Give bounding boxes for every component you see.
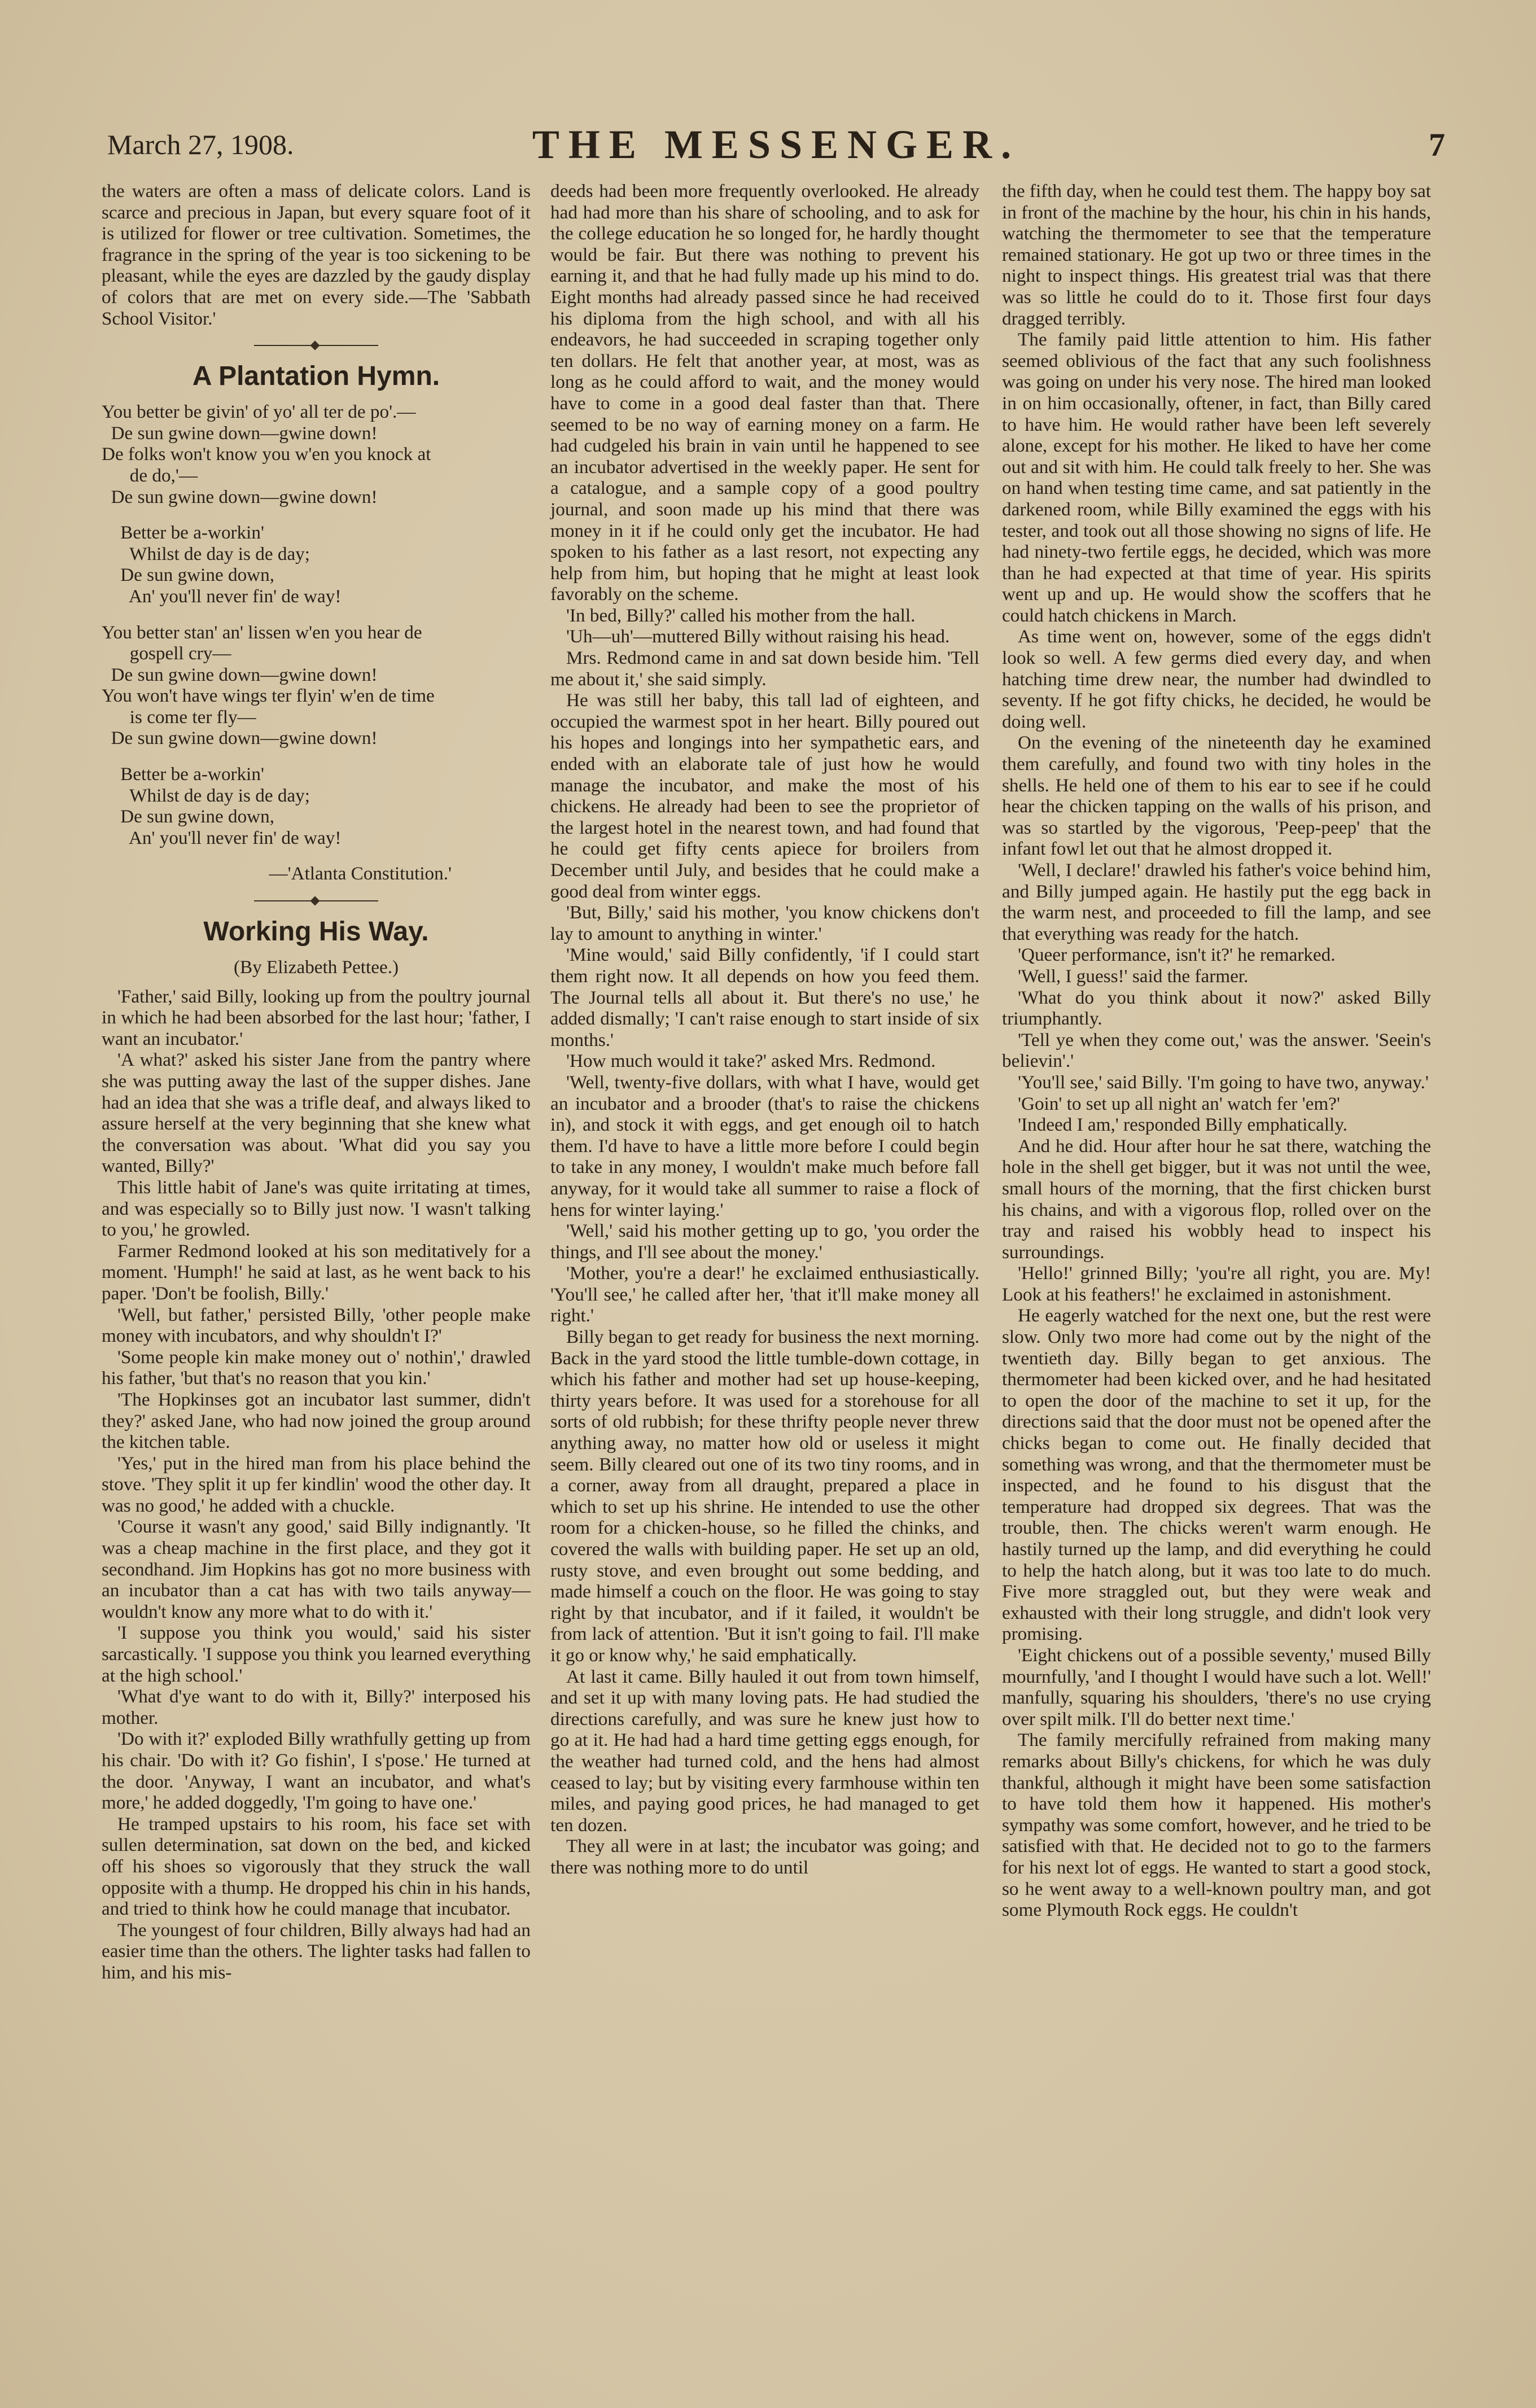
story-paragraph: 'What d'ye want to do with it, Billy?' interposed his mother. [102, 1686, 531, 1728]
story-paragraph: The youngest of four children, Billy always had had an easier time than the others. The lighter tasks had fallen to him, and his mis- [102, 1919, 531, 1983]
poem-line: You better stan' an' lissen w'en you hear de [102, 621, 422, 643]
story-paragraph: 'Queer performance, isn't it?' he remarked. [1018, 944, 1336, 966]
poem-line: De sun gwine down—gwine down! [102, 422, 378, 444]
poem-line: De sun gwine down, [102, 806, 275, 828]
story-paragraph: The family paid little attention to him. His father seemed oblivious of the fact that any such foolishness was going on under his very nose. The hired man looked in on him occasionally, oftener, in fact, than Billy cared to have him. He would rather have been left severely alone, except for his mother. He liked to have her come out and sit with him. He could talk freely to her. She was on hand when testing time came, and sat patiently in the darkened room, while Billy examined the eggs with his tester, and took out all those showing no signs of life. He had ninety-two fertile eggs, he decided, which was more than he had expected at that time of year. His spirits went up and up. He would show the scoffers that he could hatch chickens in March. [1002, 329, 1431, 626]
poem-line: You won't have wings ter flyin' w'en de time [102, 685, 435, 707]
story-paragraph: 'Mother, you're a dear!' he exclaimed enthusiastically. 'You'll see,' he called after her, 'that it'll make money all right.' [550, 1263, 979, 1326]
story-paragraph: He was still her baby, this tall lad of eighteen, and occupied the warmest spot in her heart. Billy poured out his hopes and longings into her sympathetic ears, and ended with an elaborate tale of just how he would manage the incubator, and make the most of his chickens. He already had been to see the proprietor of the largest hotel in the nearest town, and had found that he could get fifty cents apiece for broilers from December until July, and besides that he could make a good deal from winter eggs. [550, 690, 979, 902]
poem-line: An' you'll never fin' de way! [102, 827, 342, 848]
poem-line: De sun gwine down—gwine down! [102, 728, 378, 749]
story-paragraph: 'In bed, Billy?' called his mother from the hall. [566, 605, 916, 626]
section-divider [254, 342, 378, 349]
poem-line: De sun gwine down—gwine down! [102, 664, 378, 685]
poem-line: de do,'— [102, 465, 198, 486]
story-paragraph: 'Well,' said his mother getting up to go, 'you order the things, and I'll see about the money.' [550, 1220, 979, 1263]
story-paragraph: 'Indeed I am,' responded Billy emphatically. [1018, 1114, 1347, 1136]
masthead [107, 121, 1445, 172]
issue-date: March 27, 1908. [107, 129, 294, 160]
story-paragraph: 'Eight chickens out of a possible seventy,' mused Billy mournfully, 'and I thought I would have such a lot. Well!' manfully, squaring his shoulders, 'there's no use crying over spilt milk. I'll do better next time.' [1002, 1644, 1431, 1730]
poem-stanza [102, 401, 531, 507]
story-paragraph: 'Uh—uh'—muttered Billy without raising his head. [566, 626, 950, 647]
poem-line: gospell cry— [102, 643, 231, 664]
poem-stanza [102, 622, 531, 750]
story-paragraph: And he did. Hour after hour he sat there, watching the hole in the shell get bigger, but it was not until the wee, small hours of the morning, that the first chicken burst his chains, and with a vigorous flop, rolled over on the tray and raised his wobbly head to inspect his surroundings. [1002, 1135, 1431, 1263]
story-paragraph: On the evening of the nineteenth day he examined them carefully, and found two with tiny holes in the shells. He held one of them to his ear to see if he could hear the chicken tapping on the walls of his prison, and was so startled by the vigorous, 'Peep-peep' that the infant fowl let out that he almost dropped it. [1002, 732, 1431, 860]
story-paragraph: He tramped upstairs to his room, his face set with sullen determination, sat down on the bed, and kicked off his shoes so vigorously that they struck the wall opposite with a thump. He dropped his chin in his hands, and tried to think how he could manage that incubator. [102, 1813, 531, 1920]
poem-line: Whilst de day is de day; [102, 785, 310, 806]
story-paragraph: This little habit of Jane's was quite irritating at times, and was especially so to Billy just now. 'I wasn't talking to you,' he growled. [102, 1176, 531, 1241]
story-paragraph: 'Mine would,' said Billy confidently, 'if I could start them right now. It all depends on how you feed them. The Journal tells all about it. But there's no use,' he added dismally; 'I can't raise enough to start inside of six months.' [550, 944, 979, 1050]
story-paragraph: 'But, Billy,' said his mother, 'you know chickens don't lay to amount to anything in winter.' [550, 902, 979, 944]
story-paragraph: Mrs. Redmond came in and sat down beside him. 'Tell me about it,' she said simply. [550, 647, 979, 690]
poem-line: De folks won't know you w'en you knock at [102, 444, 431, 465]
story-paragraph: As time went on, however, some of the eggs didn't look so well. A few germs died every day, and when hatching time drew near, the number had dwindled to seventy. If he got fifty chicks, he decided, he would be doing well. [1002, 626, 1431, 732]
poem-line: You better be givin' of yo' all ter de po'.— [102, 401, 416, 423]
column-3 [1002, 181, 1431, 1921]
story-paragraph: 'Hello!' grinned Billy; 'you're all right, you are. My! Look at his feathers!' he exclaimed in astonishment. [1002, 1263, 1431, 1305]
story-paragraph: 'Well, twenty-five dollars, with what I have, would get an incubator and a brooder (that's to raise the chickens in), and stock it with eggs, and get enough oil to hatch them. I'd have to have a little more before I could begin to take in any money, I wouldn't make much before fall anyway, for it would take all summer to raise a flock of hens for winter laying.' [550, 1071, 979, 1220]
story-paragraph: 'Yes,' put in the hired man from his place behind the stove. 'They split it up fer kindlin' wood the other day. It was no good,' he added with a chuckle. [102, 1452, 531, 1516]
hymn-title: A Plantation Hymn. [192, 361, 440, 392]
story-body-part-1 [102, 986, 531, 1984]
story-paragraph: 'Some people kin make money out o' nothin',' drawled his father, 'but that's no reason that you kin.' [102, 1346, 531, 1389]
story-paragraph: 'Do with it?' exploded Billy wrathfully getting up from his chair. 'Do with it? Go fishin', I s'pose.' He turned at the door. 'Anyway, I want an incubator, and what's more,' he added doggedly, 'I'm going to have one.' [102, 1728, 531, 1814]
story-paragraph: 'Well, I guess!' said the farmer. [1018, 965, 1249, 987]
story-paragraph: 'Well, I declare!' drawled his father's voice behind him, and Billy jumped again. He hastily put the egg back in the warm nest, and proceeded to fill the lamp, and see that everything was ready for the hatch. [1002, 860, 1431, 944]
story-paragraph: 'I suppose you think you would,' said his sister sarcastically. 'I suppose you think you learned everything at the high school.' [102, 1622, 531, 1686]
story-paragraph: 'A what?' asked his sister Jane from the pantry where she was putting away the last of the supper dishes. Jane had an idea that she was a trifle deaf, and always liked to assure herself at the very beginning that she knew what the conversation was about. 'What did you say you wanted, Billy?' [102, 1049, 531, 1177]
story-paragraph: 'Father,' said Billy, looking up from the poultry journal in which he had been absorbed for the last hour; 'father, I want an incubator.' [102, 986, 531, 1049]
story-paragraph: 'The Hopkinses got an incubator last summer, didn't they?' asked Jane, who had now joined the group around the kitchen table. [102, 1389, 531, 1453]
story-paragraph: 'Course it wasn't any good,' said Billy indignantly. 'It was a cheap machine in the first place, and they got it secondhand. Jim Hopkins has got no more business with an incubator than a cat has with two tails anyway—wouldn't know any more what to do with it.' [102, 1516, 531, 1622]
poem-line: Better be a-workin' [102, 522, 264, 544]
story-paragraph: They all were in at last; the incubator was going; and there was nothing more to do until [550, 1836, 979, 1878]
page-number: 7 [1429, 126, 1445, 163]
story-paragraph: Farmer Redmond looked at his son meditatively for a moment. 'Humph!' he said at last, as he went back to his paper. 'Don't be foolish, Billy.' [102, 1240, 531, 1304]
poem-line: De sun gwine down—gwine down! [102, 486, 378, 507]
story-paragraph: 'What do you think about it now?' asked Billy triumphantly. [1002, 987, 1431, 1030]
story-paragraph: He eagerly watched for the next one, but the rest were slow. Only two more had come out by the night of the twentieth day. Billy began to get anxious. The thermometer had been kicked over, and he had hesitated to open the door of the machine to set it up, for the directions said that the door must not be opened after the chicks began to come out. He finally decided that something was wrong, and that the thermometer must be inspected, and he found to his disgust that the temperature had dropped six degrees. That was the trouble, then. The chicks weren't warm enough. He hastily turned up the lamp, and did everything he could to help the hatch along, but it was too late to do much. Five more straggled out, but they were weak and exhausted with their long struggle, and didn't look very promising. [1002, 1305, 1431, 1645]
poem-attribution: —'Atlanta Constitution.' [269, 863, 452, 885]
poem-line: is come ter fly— [102, 706, 256, 728]
poem-line: Better be a-workin' [102, 764, 264, 785]
story-paragraph: the fifth day, when he could test them. The happy boy sat in front of the machine by the hour, his chin in his hands, watching the thermometer to see that the temperature remained stationary. He got up two or three times in the night to inspect things. His greatest trial was that there was so little he could do to it. Those first four days dragged terribly. [1002, 181, 1431, 329]
story-paragraph: 'How much would it take?' asked Mrs. Redmond. [566, 1050, 936, 1072]
section-divider [254, 897, 378, 905]
story-paragraph: The family mercifully refrained from making many remarks about Billy's chickens, for which he was duly thankful, although it might have been some satisfaction to have told them how it happened. His mother's sympathy was some comfort, however, and he tried to be satisfied with that. He decided not to go to the farmers for his next lot of eggs. He wanted to start a good stock, so he went away to a well-known poultry man, and got some Plymouth Rock eggs. He couldn't [1002, 1730, 1431, 1921]
story-paragraph: 'Tell ye when they come out,' was the answer. 'Seein's believin'.' [1002, 1029, 1431, 1072]
poem-line: Whilst de day is de day; [102, 543, 310, 564]
story-paragraph: At last it came. Billy hauled it out from town himself, and set it up with many loving pats. He had studied the directions carefully, and was sure he knew just how to go at it. He had had a hard time getting eggs enough, for the weather had turned cold, and the hens had almost ceased to lay; but by visiting every farmhouse within ten miles, and paying good prices, he had managed to get ten dozen. [550, 1666, 979, 1836]
hymn-poem [102, 401, 531, 848]
story-title: Working His Way. [203, 917, 429, 947]
story-paragraph: 'You'll see,' said Billy. 'I'm going to have two, anyway.' [1018, 1071, 1429, 1093]
poem-stanza [102, 522, 531, 607]
poem-line: An' you'll never fin' de way! [102, 585, 342, 607]
story-paragraph: Billy began to get ready for business the next morning. Back in the yard stood the little tumble-down cottage, in which his father and mother had set up house-keeping, thirty years before. It was used for a storehouse for all sorts of old rubbish; for these thrifty people never threw anything away, no matter how old or useless it might seem. Billy cleared out one of its two tiny rooms, and in a corner, away from all draught, prepared a place in which to set up his shrine. He intended to use the other room for a chicken-house, so he filled the chinks, and covered the walls with building paper. He set up an old, rusty stove, and even brought out some bedding, and made himself a couch on the floor. He was going to stay right by that incubator, and if it failed, it wouldn't be from lack of attention. 'But it isn't going to fail. I'll make it go or know why,' he said emphatically. [550, 1326, 979, 1666]
story-byline: (By Elizabeth Pettee.) [233, 957, 399, 978]
poem-line: De sun gwine down, [102, 564, 275, 586]
story-paragraph: deeds had been more frequently overlooked. He already had had more than his share of schooling, and to ask for the college education he so longed for, he hardly thought would be fair. But there was nothing to prevent his earning it, and that he had fully made up his mind to do. Eight months had already passed since he had received his diploma from the high school, and with all his endeavors, he had succeeded in scraping together only ten dollars. He felt that another year, at most, was as long as he could afford to wait, and the money would have to come in a good deal faster than that. There seemed to be no way of earning money on a farm. He had cudgeled his brain in vain until he happened to see an incubator advertised in the weekly paper. He sent for a catalogue, and a sample copy of a good poultry journal, and soon made up his mind that there was money in it if he could only get the incubator. He had spoken to his father as a last resort, not expecting any help from him, but hoping that he might at least look favorably on the scheme. [550, 181, 979, 605]
column-1 [102, 181, 531, 1984]
story-paragraph: 'Well, but father,' persisted Billy, 'other people make money with incubators, and why shouldn't I?' [102, 1304, 531, 1347]
story-paragraph: 'Goin' to set up all night an' watch fer 'em?' [1018, 1093, 1340, 1114]
poem-stanza [102, 764, 531, 848]
newspaper-title: THE MESSENGER. [532, 122, 1021, 167]
column-2 [550, 181, 979, 1879]
intro-paragraph: the waters are often a mass of delicate colors. Land is scarce and precious in Japan, but every square foot of it is utilized for flower or tree cultivation. Sometimes, the fragrance in the spring of the year is too sickening to be pleasant, while the eyes are dazzled by the gaudy display of colors that are met on every side.—The 'Sabbath School Visitor.' [102, 181, 531, 329]
